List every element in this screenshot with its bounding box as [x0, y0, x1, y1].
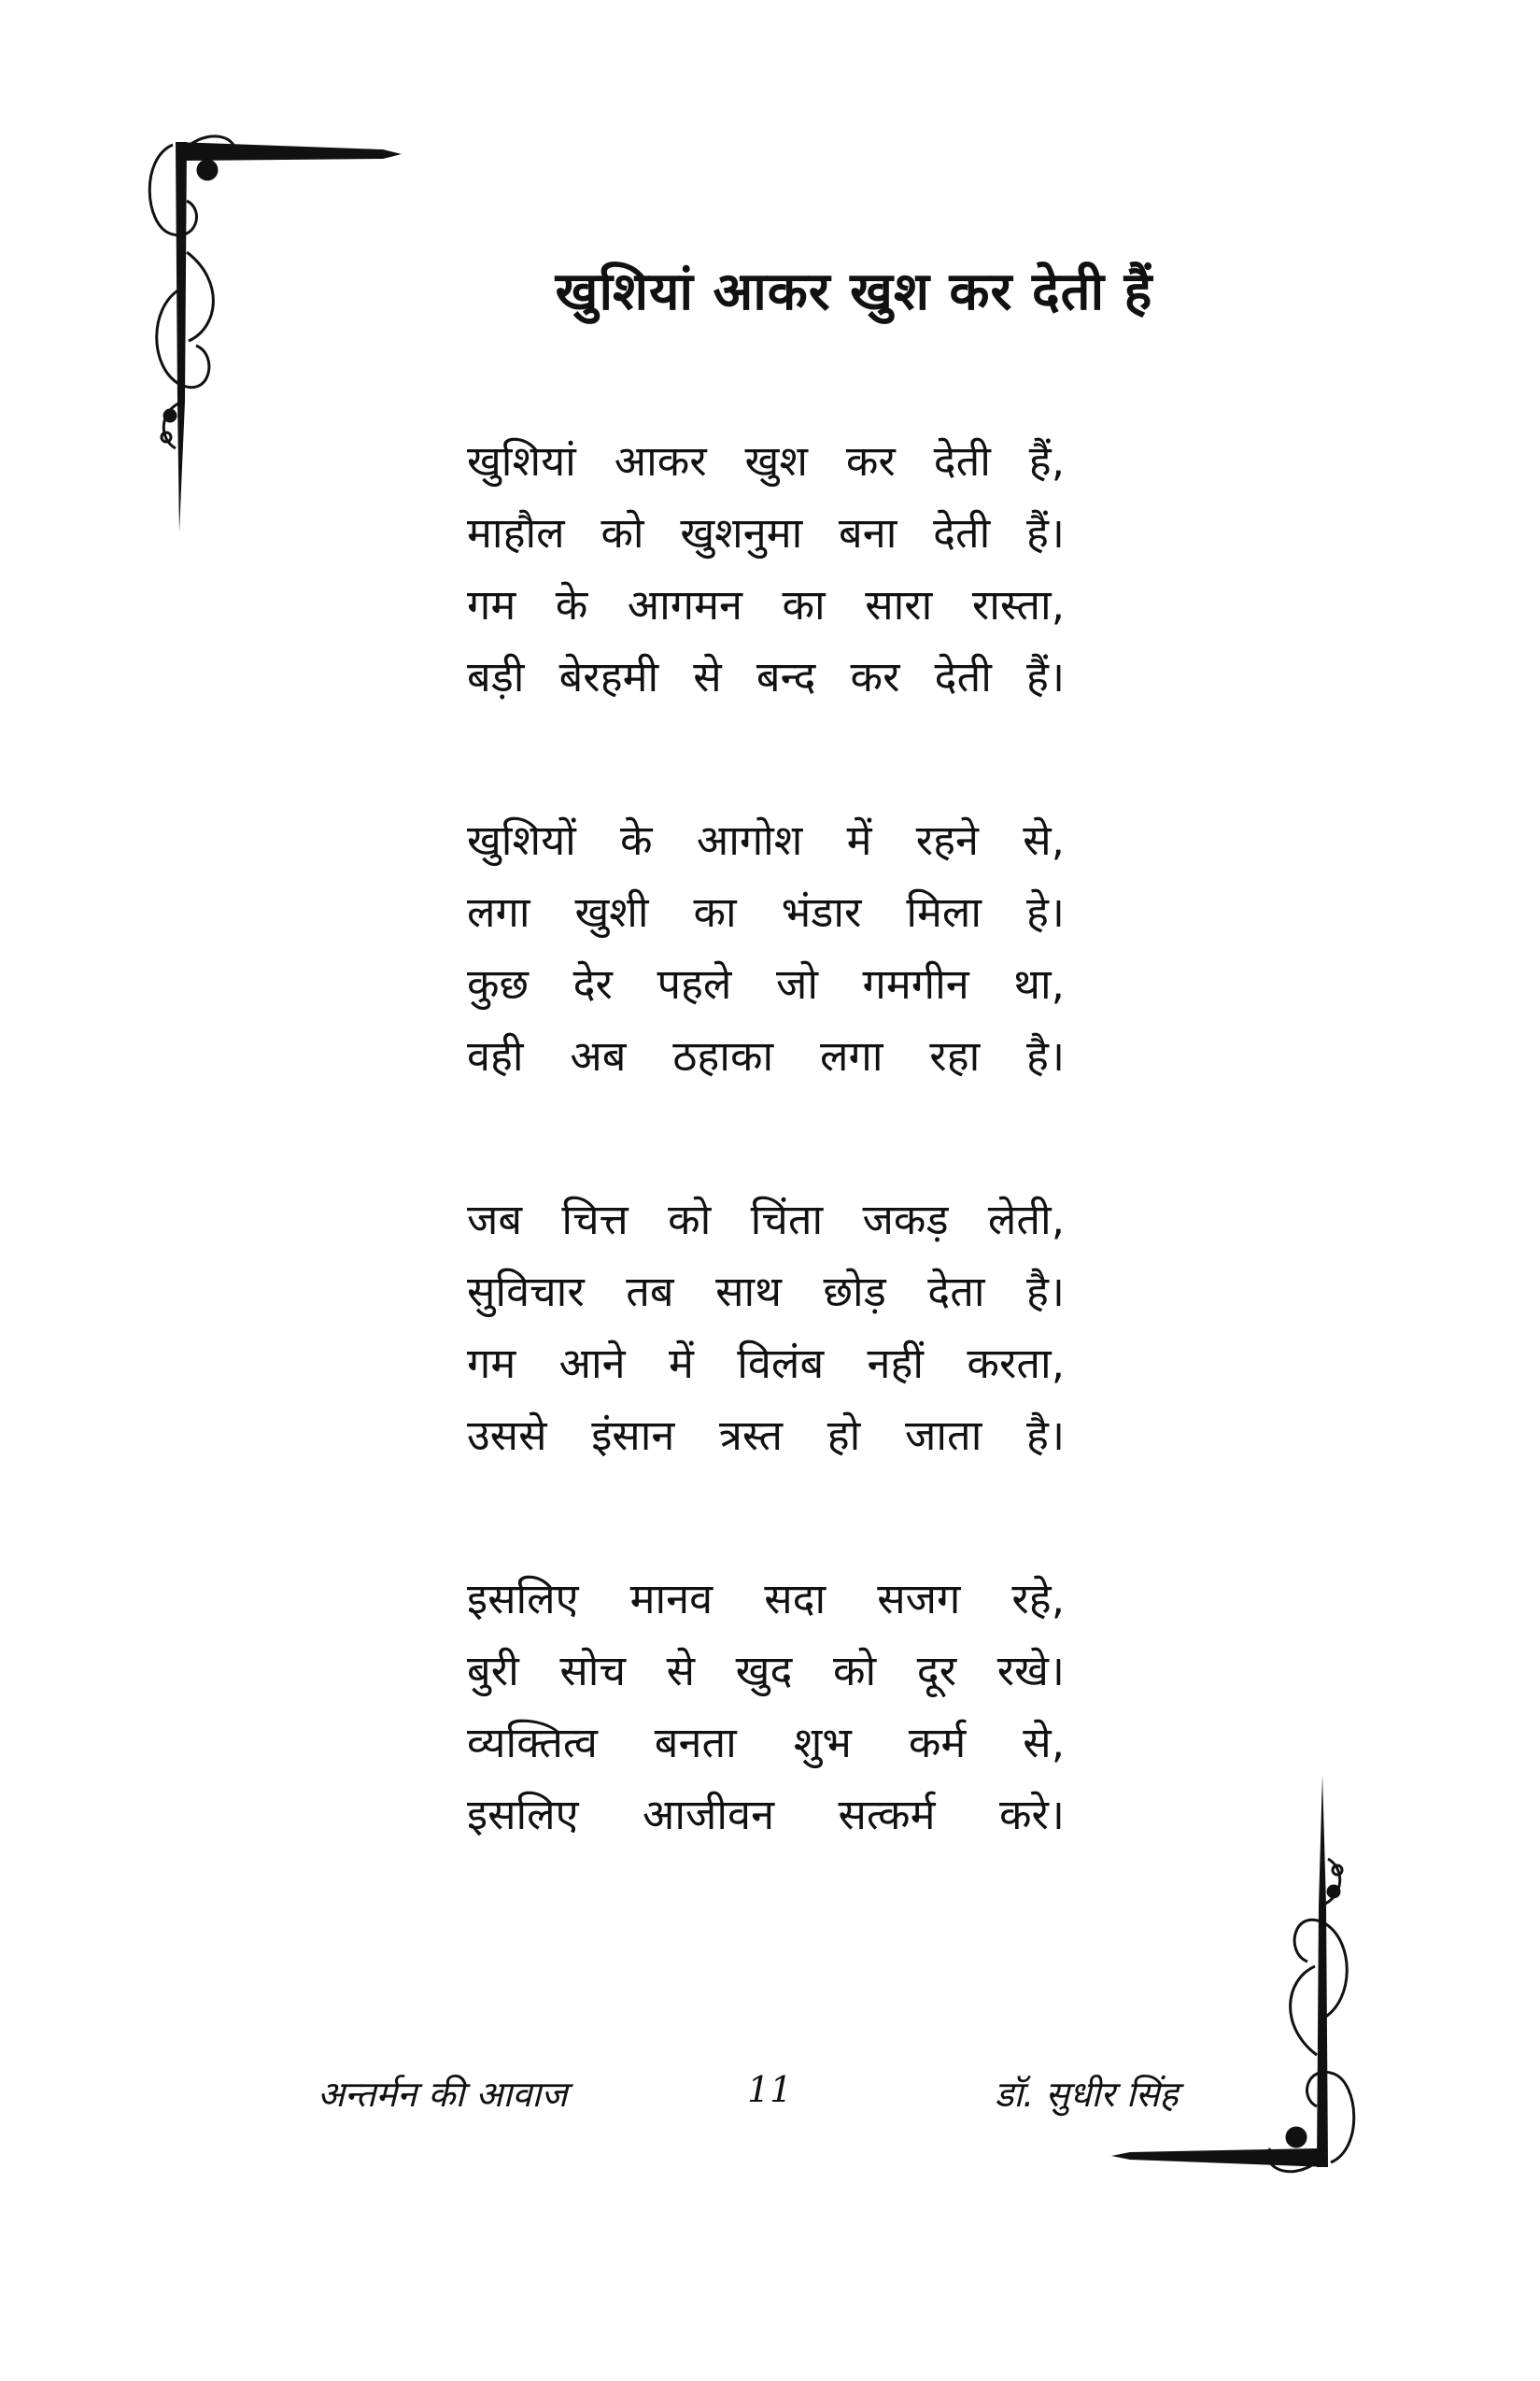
- poem-line: माहौल को खुशनुमा बना देती हैं।: [467, 508, 1065, 558]
- corner-ornament-bottom-right-icon: [1102, 1756, 1373, 2186]
- stanza-1: [467, 425, 1065, 713]
- poem-line: वही अब ठहाका लगा रहा है।: [467, 1031, 1065, 1081]
- poem-line: जब चित्त को चिंता जकड़ लेती,: [467, 1195, 1065, 1244]
- poem-line: बड़ी बेरहमी से बन्द कर देती हैं।: [467, 652, 1065, 702]
- footer-book-title: अन्तर्मन की आवाज: [318, 2074, 568, 2115]
- poem-line: गम के आगमन का सारा रास्ता,: [467, 580, 1065, 630]
- poem-line: खुशियों के आगोश में रहने से,: [467, 815, 1065, 865]
- poem-line: उससे इंसान त्रस्त हो जाता है।: [467, 1410, 1065, 1460]
- poem-line: व्यक्तित्व बनता शुभ कर्म से,: [467, 1718, 1065, 1767]
- poem-line: कुछ देर पहले जो गमगीन था,: [467, 959, 1065, 1009]
- stanza-3: [467, 1183, 1065, 1471]
- poem-line: गम आने में विलंब नहीं करता,: [467, 1339, 1065, 1388]
- stanza-4: [467, 1563, 1065, 1850]
- poem-line: सुविचार तब साथ छोड़ देता है।: [467, 1267, 1065, 1316]
- footer-author: डॉ. सुधीर सिंह: [995, 2074, 1179, 2115]
- footer-page-number: 11: [747, 2069, 793, 2110]
- poem-line: इसलिए मानव सदा सजग रहे,: [467, 1574, 1065, 1623]
- poem-line: खुशियां आकर खुश कर देती हैं,: [467, 436, 1065, 486]
- poem-line: बुरी सोच से खुद को दूर रखे।: [467, 1646, 1065, 1695]
- corner-ornament-top-left-icon: [131, 121, 411, 551]
- poem-line: इसलिए आजीवन सत्कर्म करे।: [467, 1790, 1065, 1839]
- stanza-2: [467, 804, 1065, 1092]
- poem-body: [467, 425, 1065, 1850]
- poem-title: खुशियां आकर खुश कर देती हैं: [555, 262, 1153, 322]
- poem-line: लगा खुशी का भंडार मिला हे।: [467, 887, 1065, 937]
